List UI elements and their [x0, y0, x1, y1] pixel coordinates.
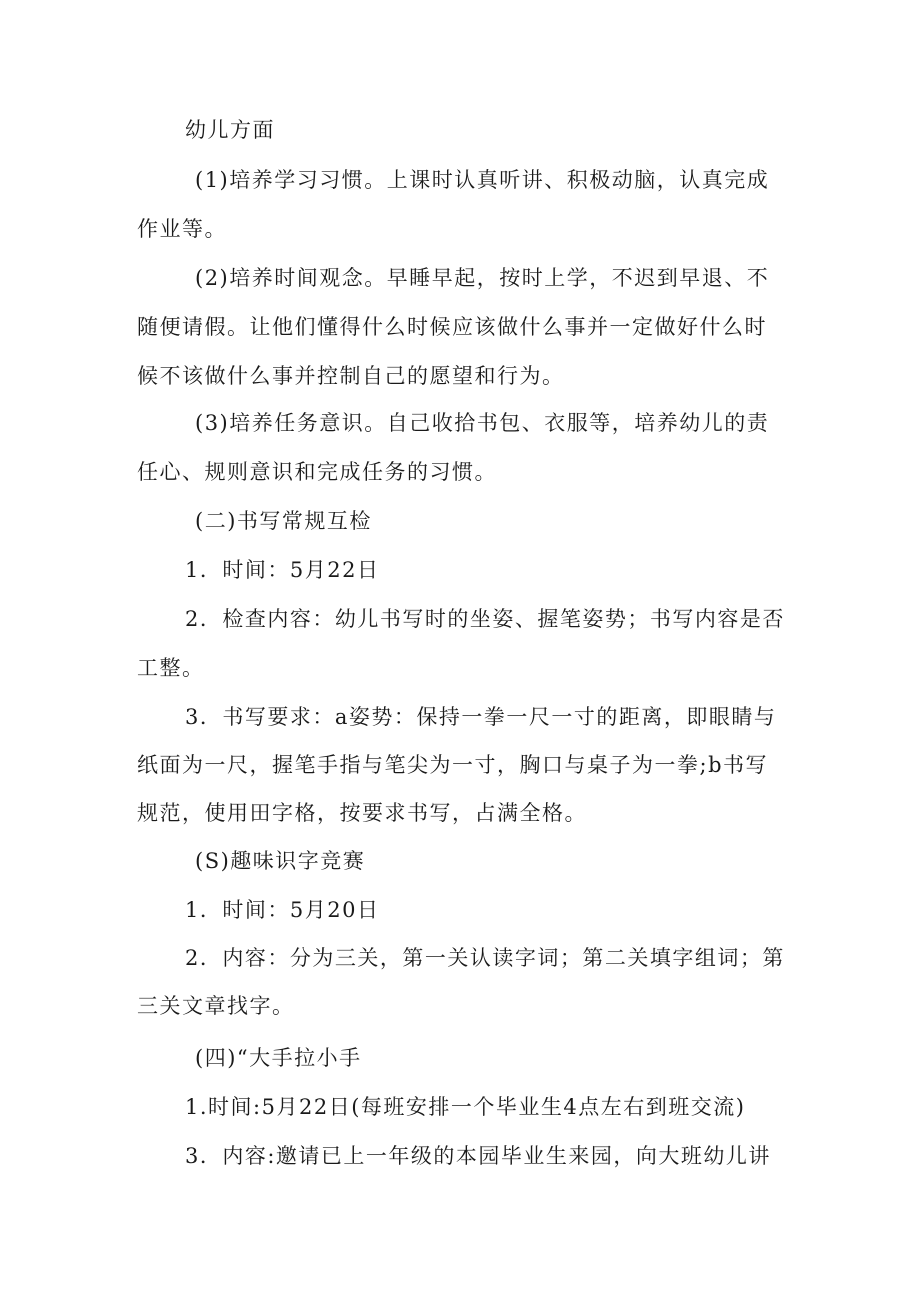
- paragraph-line: 规范，使用田字格，按要求书写，占满全格。: [137, 801, 587, 825]
- section-heading: (四)“大手拉小手: [195, 1046, 362, 1070]
- paragraph-line: 纸面为一尺，握笔手指与笔尖为一寸，胸口与桌子为一拳;b书写: [137, 753, 769, 777]
- section-heading: (S)趣味识字竞赛: [195, 849, 366, 873]
- paragraph-line: (3)培养任务意识。自己收拾书包、衣服等，培养幼儿的责: [195, 411, 770, 435]
- section-heading: (二)书写常规互检: [195, 509, 372, 533]
- list-item: 2．内容：分为三关，第一关认读字词；第二关填字组词；第: [185, 946, 785, 970]
- list-item: 3．书写要求：a姿势：保持一拳一尺一寸的距离，即眼睛与: [185, 705, 777, 729]
- list-item: 1．时间：5月22日: [185, 558, 380, 582]
- paragraph-line: 任心、规则意识和完成任务的习惯。: [137, 460, 497, 484]
- paragraph-line: 随便请假。让他们懂得什么时候应该做什么事并一定做好什么时: [137, 315, 767, 339]
- section-heading: 幼儿方面: [185, 118, 275, 142]
- paragraph-line: 工整。: [137, 656, 205, 680]
- list-item: 3．内容:邀请已上一年级的本园毕业生来园，向大班幼儿讲: [185, 1144, 771, 1168]
- paragraph-line: (2)培养时间观念。早睡早起，按时上学，不迟到早退、不: [195, 266, 770, 290]
- paragraph-line: (1)培养学习习惯。上课时认真听讲、积极动脑，认真完成: [195, 168, 770, 192]
- paragraph-line: 三关文章找字。: [137, 994, 295, 1018]
- paragraph-line: 候不该做什么事并控制自己的愿望和行为。: [137, 364, 565, 388]
- list-item: 1．时间：5月20日: [185, 898, 380, 922]
- list-item: 2．检查内容：幼儿书写时的坐姿、握笔姿势；书写内容是否: [185, 607, 785, 631]
- list-item: 1.时间:5月22日(每班安排一个毕业生4点左右到班交流): [185, 1095, 746, 1119]
- paragraph-line: 作业等。: [137, 217, 227, 241]
